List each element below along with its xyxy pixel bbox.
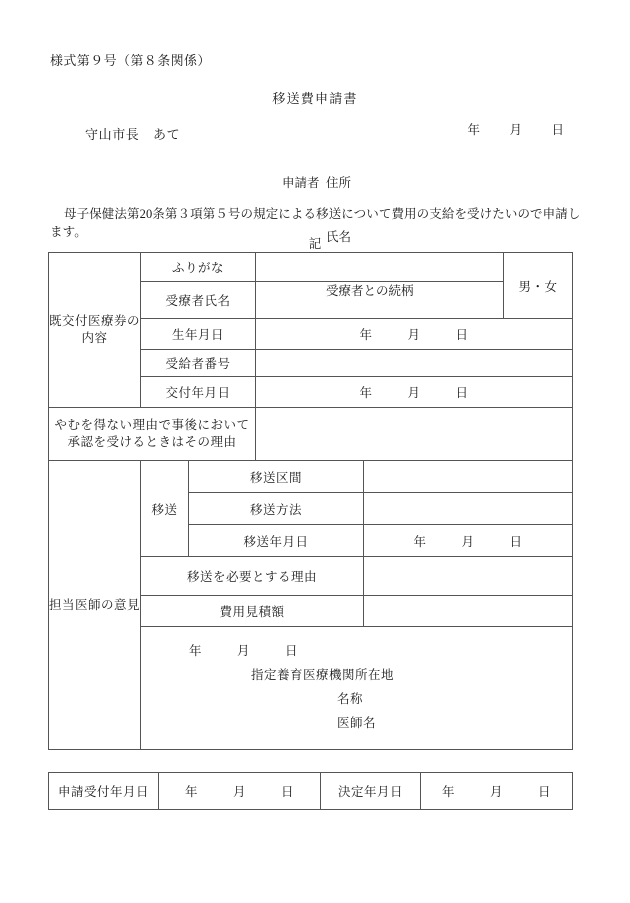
application-received-label: 申請受付年月日 — [49, 773, 159, 810]
transport-group-label: 移送 — [141, 461, 189, 557]
form-number: 様式第９号（第８条関係） — [50, 53, 211, 68]
necessity-reason-label: 移送を必要とする理由 — [141, 557, 364, 596]
applicant-address-label: 住所 — [326, 176, 352, 190]
main-form-table — [48, 252, 573, 750]
institution-name-label: 名称 — [337, 692, 364, 706]
signature-date-parts — [189, 639, 298, 663]
decision-date-parts — [442, 782, 551, 800]
birth-date-value[interactable] — [256, 319, 573, 350]
transport-date-month: 月 — [461, 534, 475, 549]
certificate-section-header: 既交付医療券の内容 — [49, 253, 141, 408]
special-reason-label: やむを得ない理由で事後において承認を受けるときはその理由 — [49, 408, 256, 461]
necessity-reason-value[interactable] — [364, 557, 573, 596]
applicant-address-row — [282, 174, 414, 192]
application-received-date-parts — [185, 782, 294, 800]
cost-estimate-value[interactable] — [364, 596, 573, 627]
transport-date-label: 移送年月日 — [189, 525, 364, 557]
birth-date-day: 日 — [455, 328, 469, 342]
applicant-relation-label: 受療者との続柄 — [326, 284, 414, 298]
furigana-value[interactable] — [256, 253, 504, 282]
signature-block-cell[interactable] — [141, 627, 573, 750]
recipient-number-value[interactable] — [256, 350, 573, 377]
recipient-number-label: 受給者番号 — [141, 350, 256, 377]
cost-estimate-label: 費用見積額 — [141, 596, 364, 627]
patient-name-value[interactable] — [256, 282, 504, 319]
transport-section-label: 移送区間 — [189, 461, 364, 493]
table-row-furigana — [49, 253, 573, 282]
decision-date-year: 年 — [441, 785, 455, 799]
header-date-month: 月 — [509, 123, 523, 137]
table-row-office-use — [49, 773, 573, 810]
transport-date-year: 年 — [413, 534, 427, 549]
signature-block — [141, 627, 572, 749]
application-received-month: 月 — [232, 785, 246, 799]
birth-date-year: 年 — [359, 328, 373, 342]
furigana-label: ふりがな — [141, 253, 256, 282]
addressee: 守山市長 あて — [85, 127, 181, 142]
issue-date-day: 日 — [455, 386, 469, 400]
transport-date-value[interactable] — [364, 525, 573, 557]
transport-method-label: 移送方法 — [189, 493, 364, 525]
decision-date-month: 月 — [489, 785, 503, 799]
institution-address-label: 指定養育医療機関所在地 — [251, 668, 395, 682]
footer-office-table — [48, 772, 573, 810]
applicant-heading: 申請者 — [282, 176, 320, 190]
header-date-line — [455, 105, 564, 153]
applicant-name-label: 氏名 — [326, 230, 352, 244]
transport-section-value[interactable] — [364, 461, 573, 493]
table-row-special-reason — [49, 408, 573, 461]
transport-date-day: 日 — [509, 534, 523, 549]
signature-date-line — [141, 639, 572, 663]
special-reason-value[interactable] — [256, 408, 573, 461]
signature-date-day: 日 — [285, 644, 299, 658]
birth-date-month: 月 — [407, 328, 421, 342]
application-received-day: 日 — [280, 785, 294, 799]
page-title: 移送費申請書 — [272, 91, 358, 106]
table-row-transport-section — [49, 461, 573, 493]
decision-date-label: 決定年月日 — [321, 773, 421, 810]
body-paragraph: 母子保健法第20条第３項第５号の規定による移送について費用の支給を受けたいので申請します。 — [50, 207, 581, 239]
signature-date-year: 年 — [189, 644, 203, 658]
doctor-section-header: 担当医師の意見 — [49, 461, 141, 750]
birth-date-label: 生年月日 — [141, 319, 256, 350]
transport-method-value[interactable] — [364, 493, 573, 525]
decision-date-value[interactable] — [421, 773, 573, 810]
issue-date-value[interactable] — [256, 377, 573, 408]
application-received-value[interactable] — [159, 773, 321, 810]
birth-date-parts — [360, 325, 469, 343]
doctor-name-label: 医師名 — [337, 716, 377, 730]
transport-date-parts — [414, 532, 523, 550]
issue-date-label: 交付年月日 — [141, 377, 256, 408]
issue-date-month: 月 — [407, 386, 421, 400]
ki-mark: 記 — [308, 237, 322, 251]
signature-date-month: 月 — [237, 644, 251, 658]
header-date-day: 日 — [551, 123, 565, 137]
issue-date-year: 年 — [359, 386, 373, 400]
issue-date-parts — [360, 383, 469, 401]
header-date-year: 年 — [467, 123, 481, 137]
application-received-year: 年 — [184, 785, 198, 799]
gender-options[interactable]: 男・女 — [504, 253, 573, 319]
decision-date-day: 日 — [537, 785, 551, 799]
patient-name-label: 受療者氏名 — [141, 282, 256, 319]
